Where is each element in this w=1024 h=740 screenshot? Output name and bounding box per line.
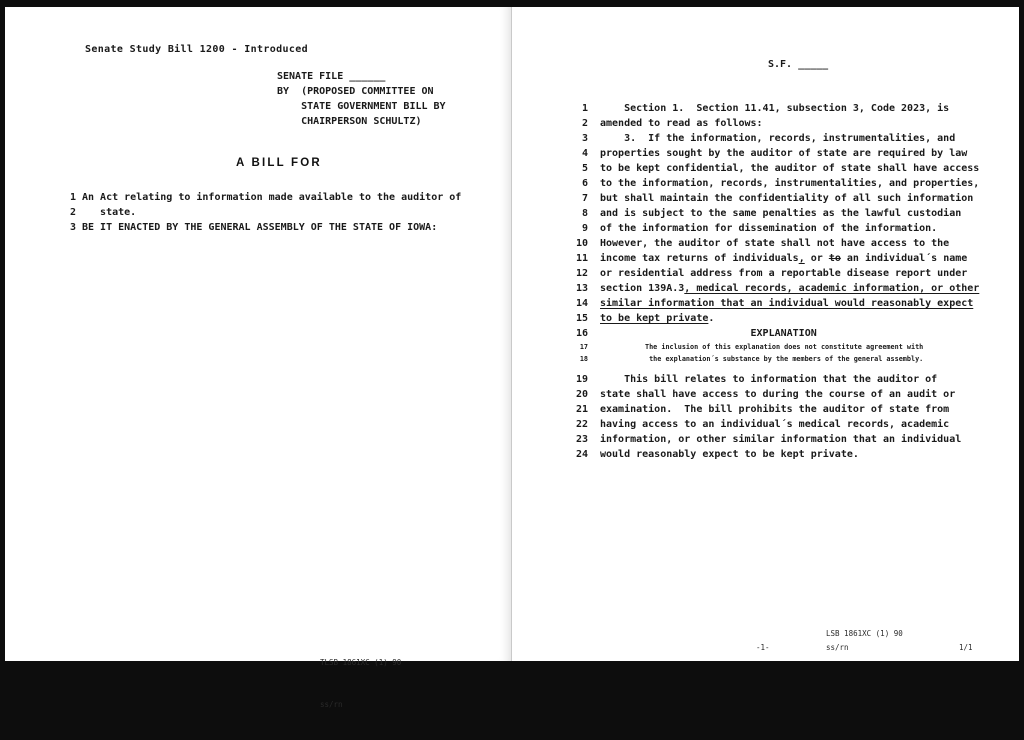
- line-text: the explanation´s substance by the members of the general assembly.: [645, 355, 924, 363]
- lsb-number: LSB 1861XC (1) 90: [826, 629, 903, 638]
- bill-line: [572, 191, 979, 206]
- line-number: 10: [575, 238, 588, 249]
- bill-line: [572, 417, 979, 432]
- bill-line: [572, 131, 979, 146]
- file-block-line: STATE GOVERNMENT BILL BY: [277, 101, 446, 112]
- bill-for-heading: A BILL FOR: [236, 157, 322, 169]
- line-number: 11: [575, 253, 588, 264]
- page-count: 1/1: [959, 643, 973, 652]
- bill-line: [572, 266, 979, 281]
- line-number: 3: [581, 133, 588, 144]
- line-number: 4: [581, 148, 588, 159]
- line-number: 2: [70, 207, 77, 218]
- bill-line: [572, 251, 979, 266]
- line-text: state.: [82, 207, 137, 218]
- page-number: -1-: [756, 643, 770, 652]
- line-text: examination. The bill prohibits the auditor of state from: [600, 404, 950, 415]
- line-text: having access to an individual´s medical records, academic: [600, 419, 950, 430]
- senate-file-number-header: S.F. _____: [768, 59, 829, 70]
- tlsb-number: TLSB 1861XC (1) 90: [320, 658, 402, 667]
- drafter-initials: ss/rn: [826, 643, 849, 652]
- bill-line: [572, 447, 979, 462]
- bill-line: [572, 116, 979, 131]
- bill-line: [572, 161, 979, 176]
- left-bill-lines: [70, 190, 461, 235]
- line-number: 2: [581, 118, 588, 129]
- line-text: or residential address from a reportable disease report under: [600, 268, 968, 279]
- line-number: 14: [575, 298, 588, 309]
- bill-line: [572, 176, 979, 191]
- line-text: to be kept confidential, the auditor of state shall have access: [600, 163, 980, 174]
- line-text: BE IT ENACTED BY THE GENERAL ASSEMBLY OF THE STATE OF IOWA:: [82, 222, 438, 233]
- line-text: state shall have access to during the course of an audit or: [600, 389, 956, 400]
- bill-line: [572, 353, 979, 365]
- line-text: but shall maintain the confidentiality of all such information: [600, 193, 974, 204]
- line-text: would reasonably expect to be kept private.: [600, 449, 859, 460]
- line-number: 7: [581, 193, 588, 204]
- line-number: 12: [575, 268, 588, 279]
- line-text: An Act relating to information made available to the auditor of: [82, 192, 462, 203]
- line-number: 9: [581, 223, 588, 234]
- bill-line: [572, 281, 979, 296]
- right-bill-lines: [572, 101, 979, 462]
- line-text: and is subject to the same penalties as the lawful custodian: [600, 208, 962, 219]
- bill-line: [70, 205, 461, 220]
- line-text: EXPLANATION: [600, 328, 817, 339]
- line-text: 3. If the information, records, instrumentalities, and: [600, 133, 956, 144]
- line-number: 21: [575, 404, 588, 415]
- line-text: Section 1. Section 11.41, subsection 3, Code 2023, is: [600, 103, 950, 114]
- bill-line: [572, 221, 979, 236]
- line-text: similar information that an individual would reasonably expect: [600, 298, 974, 309]
- line-text: amended to read as follows:: [600, 118, 763, 129]
- line-number: 8: [581, 208, 588, 219]
- line-text: income tax returns of individuals, or to an individual´s name: [600, 253, 968, 264]
- bill-line: [70, 220, 461, 235]
- line-number: 20: [575, 389, 588, 400]
- senate-file-block: [277, 69, 446, 129]
- line-text: section 139A.3, medical records, academic information, or other: [600, 283, 980, 294]
- bill-line: [572, 341, 979, 353]
- bill-line: [572, 101, 979, 116]
- line-number: 23: [575, 434, 588, 445]
- line-text: The inclusion of this explanation does not constitute agreement with: [645, 343, 924, 351]
- line-text: information, or other similar information that an individual: [600, 434, 962, 445]
- left-page-footer: [320, 628, 401, 740]
- line-number: 22: [575, 419, 588, 430]
- file-block-line: BY (PROPOSED COMMITTEE ON: [277, 86, 434, 97]
- bill-line: [572, 296, 979, 311]
- line-text: to the information, records, instrumentalities, and properties,: [600, 178, 980, 189]
- bill-line: [572, 387, 979, 402]
- bill-line: [572, 326, 979, 341]
- line-text: to be kept private.: [600, 313, 715, 324]
- bill-line: [572, 372, 979, 387]
- line-text: properties sought by the auditor of state are required by law: [600, 148, 968, 159]
- line-text: However, the auditor of state shall not have access to the: [600, 238, 950, 249]
- line-number: 5: [581, 163, 588, 174]
- bill-page-right: [512, 7, 1019, 661]
- line-number: 18: [579, 355, 588, 363]
- line-number: 6: [581, 178, 588, 189]
- line-number: 19: [575, 374, 588, 385]
- line-text: This bill relates to information that the auditor of: [600, 374, 938, 385]
- bill-line: [572, 236, 979, 251]
- line-number: 17: [579, 343, 588, 351]
- file-block-line: CHAIRPERSON SCHULTZ): [277, 116, 422, 127]
- bill-line: [572, 206, 979, 221]
- line-number: 3: [70, 222, 77, 233]
- bill-line: [572, 311, 979, 326]
- bill-line: [572, 432, 979, 447]
- bill-line: [572, 402, 979, 417]
- line-number: 15: [575, 313, 588, 324]
- line-number: 1: [581, 103, 588, 114]
- bill-page-left: [5, 7, 512, 709]
- drafter-initials: ss/rn: [320, 700, 343, 709]
- line-text: of the information for dissemination of the information.: [600, 223, 938, 234]
- line-number: 16: [575, 328, 588, 339]
- line-number: 13: [575, 283, 588, 294]
- bill-line: [572, 146, 979, 161]
- line-number: 1: [70, 192, 77, 203]
- bill-title: Senate Study Bill 1200 - Introduced: [85, 44, 308, 55]
- file-block-line: SENATE FILE ______: [277, 71, 386, 82]
- bill-line: [70, 190, 461, 205]
- line-number: 24: [575, 449, 588, 460]
